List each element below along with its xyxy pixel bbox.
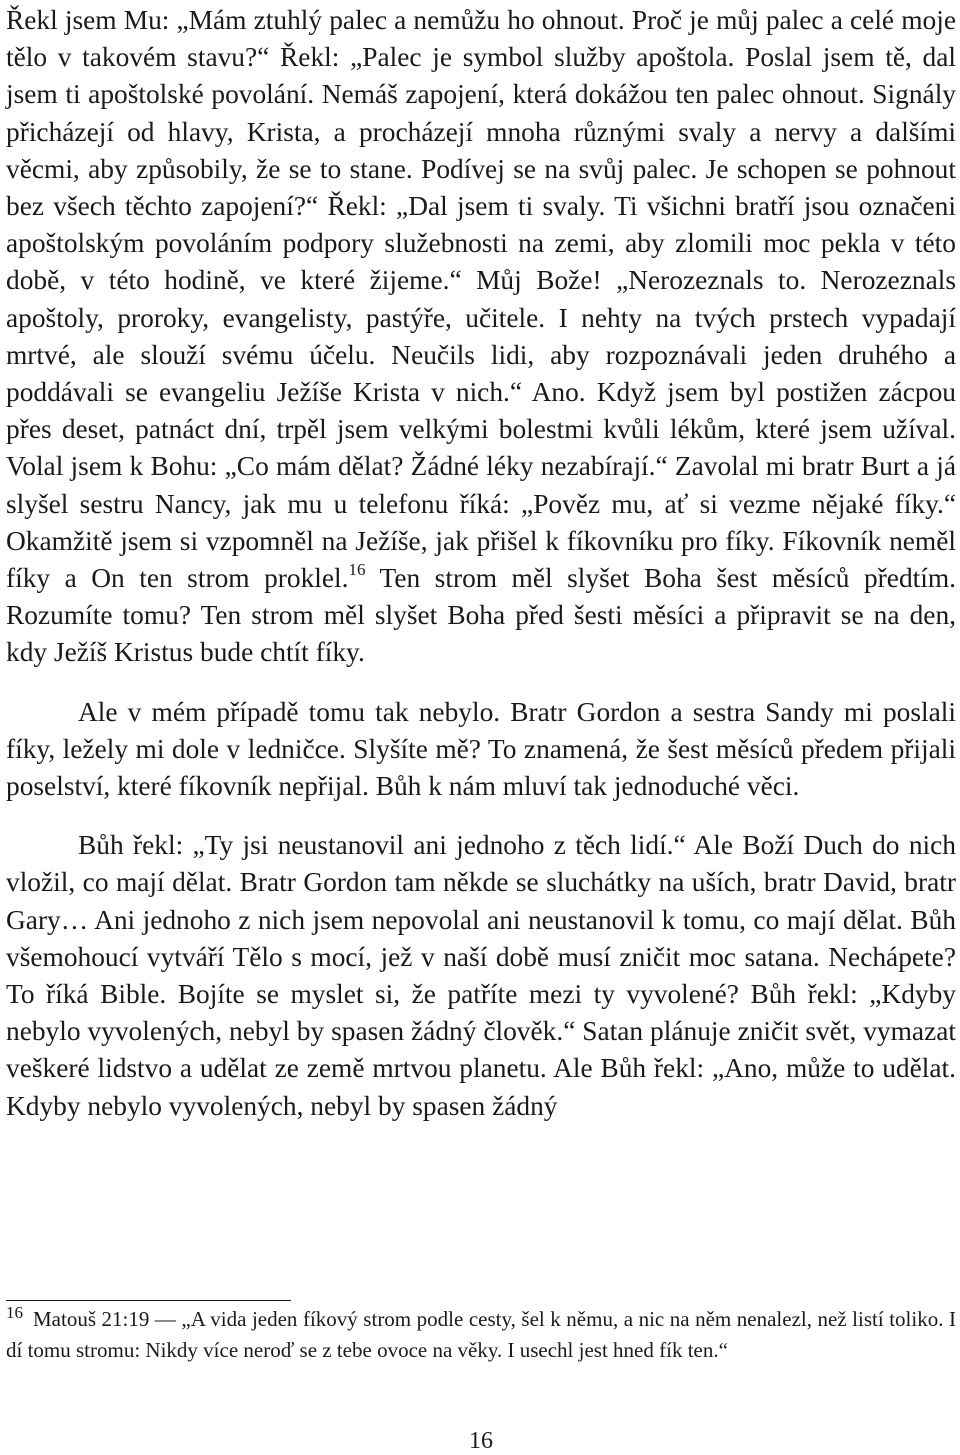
page-number: 16 (469, 1428, 493, 1454)
paragraph-1-tail: Ten strom měl slyšet Boha šest měsíců předtím. Rozumíte tomu? Ten strom měl slyšet Boha před šesti měsíci a připravit se na den, kdy Ježíš Kristus bude chtít fíky. (6, 563, 957, 668)
footnote-divider (6, 1300, 291, 1301)
paragraph-3: Bůh řekl: „Ty jsi neustanovil ani jednoho z těch lidí.“ Ale Boží Duch do nich vložil, co mají dělat. Bratr Gordon tam někde se sluchátky na uších, bratr David, bratr Gary… Ani jednoho z nich jsem nepovolal ani neustanovil k tomu, co mají dělat. Bůh všemohoucí vytváří Tělo s mocí, jež v naší době musí zničit moc satana. Nechápete? To říká Bible. Bojíte se myslet si, že patříte mezi ty vyvolené? Bůh řekl: „Kdyby nebylo vyvolených, nebyl by spasen žádný člověk.“ Satan plánuje zničit svět, vymazat veškeré lidstvo a udělat ze země mrtvou planetu. Ale Bůh řekl: „Ano, může to udělat. Kdyby nebylo vyvolených, nebyl by spasen žádný (6, 830, 956, 1121)
body-text (6, 0, 956, 1125)
footnote-text: Matouš 21:19 — „A vida jeden fíkový strom podle cesty, šel k němu, a nic na něm nenalezl, než listí toliko. I dí tomu stromu: Nikdy více neroď se z tebe ovoce na věky. I usechl jest hned fík ten.“ (6, 1307, 956, 1362)
paragraph-1-text: Řekl jsem Mu: „Mám ztuhlý palec a nemůžu ho ohnout. Proč je můj palec a celé moje tělo v takovém stavu?“ Řekl: „Palec je symbol služby apoštola. Poslal jsem tě, dal jsem ti apoštolské povolání. Nemáš zapojení, která dokážou ten palec ohnout. Signály přicházejí od hlavy, Krista, a procházejí mnoha různými svaly a nervy a dalšími věcmi, aby způsobily, že se to stane. Podívej se na svůj palec. Je schopen se pohnout bez všech těchto zapojení?“ Řekl: „Dal jsem ti svaly. Ti všichni bratří jsou označeni apoštolským povoláním podpory služebnosti na zemi, aby zlomili moc pekla v této době, v této hodině, ve které žijeme.“ Můj Bože! „Nerozeznals to. Nerozeznals apoštoly, proroky, evangelisty, pastýře, učitele. I nehty na tvých prstech vypadají mrtvé, ale slouží svému účelu. Neučils lidi, aby rozpoznávali jeden druhého a poddávali se evangeliu Ježíše Krista v nich.“ Ano. Když jsem byl postižen zácpou přes deset, patnáct dní, trpěl jsem velkými bolestmi kvůli lékům, které jsem užíval. Volal jsem k Bohu: „Co mám dělat? Žádné léky nezabírají.“ Zavolal mi bratr Burt a já slyšel sestru Nancy, jak mu u telefonu říká: „Pověz mu, ať si vezme nějaké fíky.“ Okamžitě jsem si vzpomněl na Ježíše, jak přišel k fíkovníku pro fíky. Fíkovník neměl fíky a On ten strom proklel. (6, 5, 956, 594)
footnote (6, 1305, 956, 1365)
paragraph-1 (6, 0, 956, 672)
document-page (6, 0, 956, 1455)
paragraph-2: Ale v mém případě tomu tak nebylo. Bratr Gordon a sestra Sandy mi poslali fíky, ležely mi dole v ledničce. Slyšíte mě? To znamená, že šest měsíců předem přijali poselství, které fíkovník nepřijal. Bůh k nám mluví tak jednoduché věci. (6, 696, 956, 802)
footnote-number: 16 (6, 1303, 23, 1322)
footnote-reference[interactable]: 16 (348, 559, 366, 579)
